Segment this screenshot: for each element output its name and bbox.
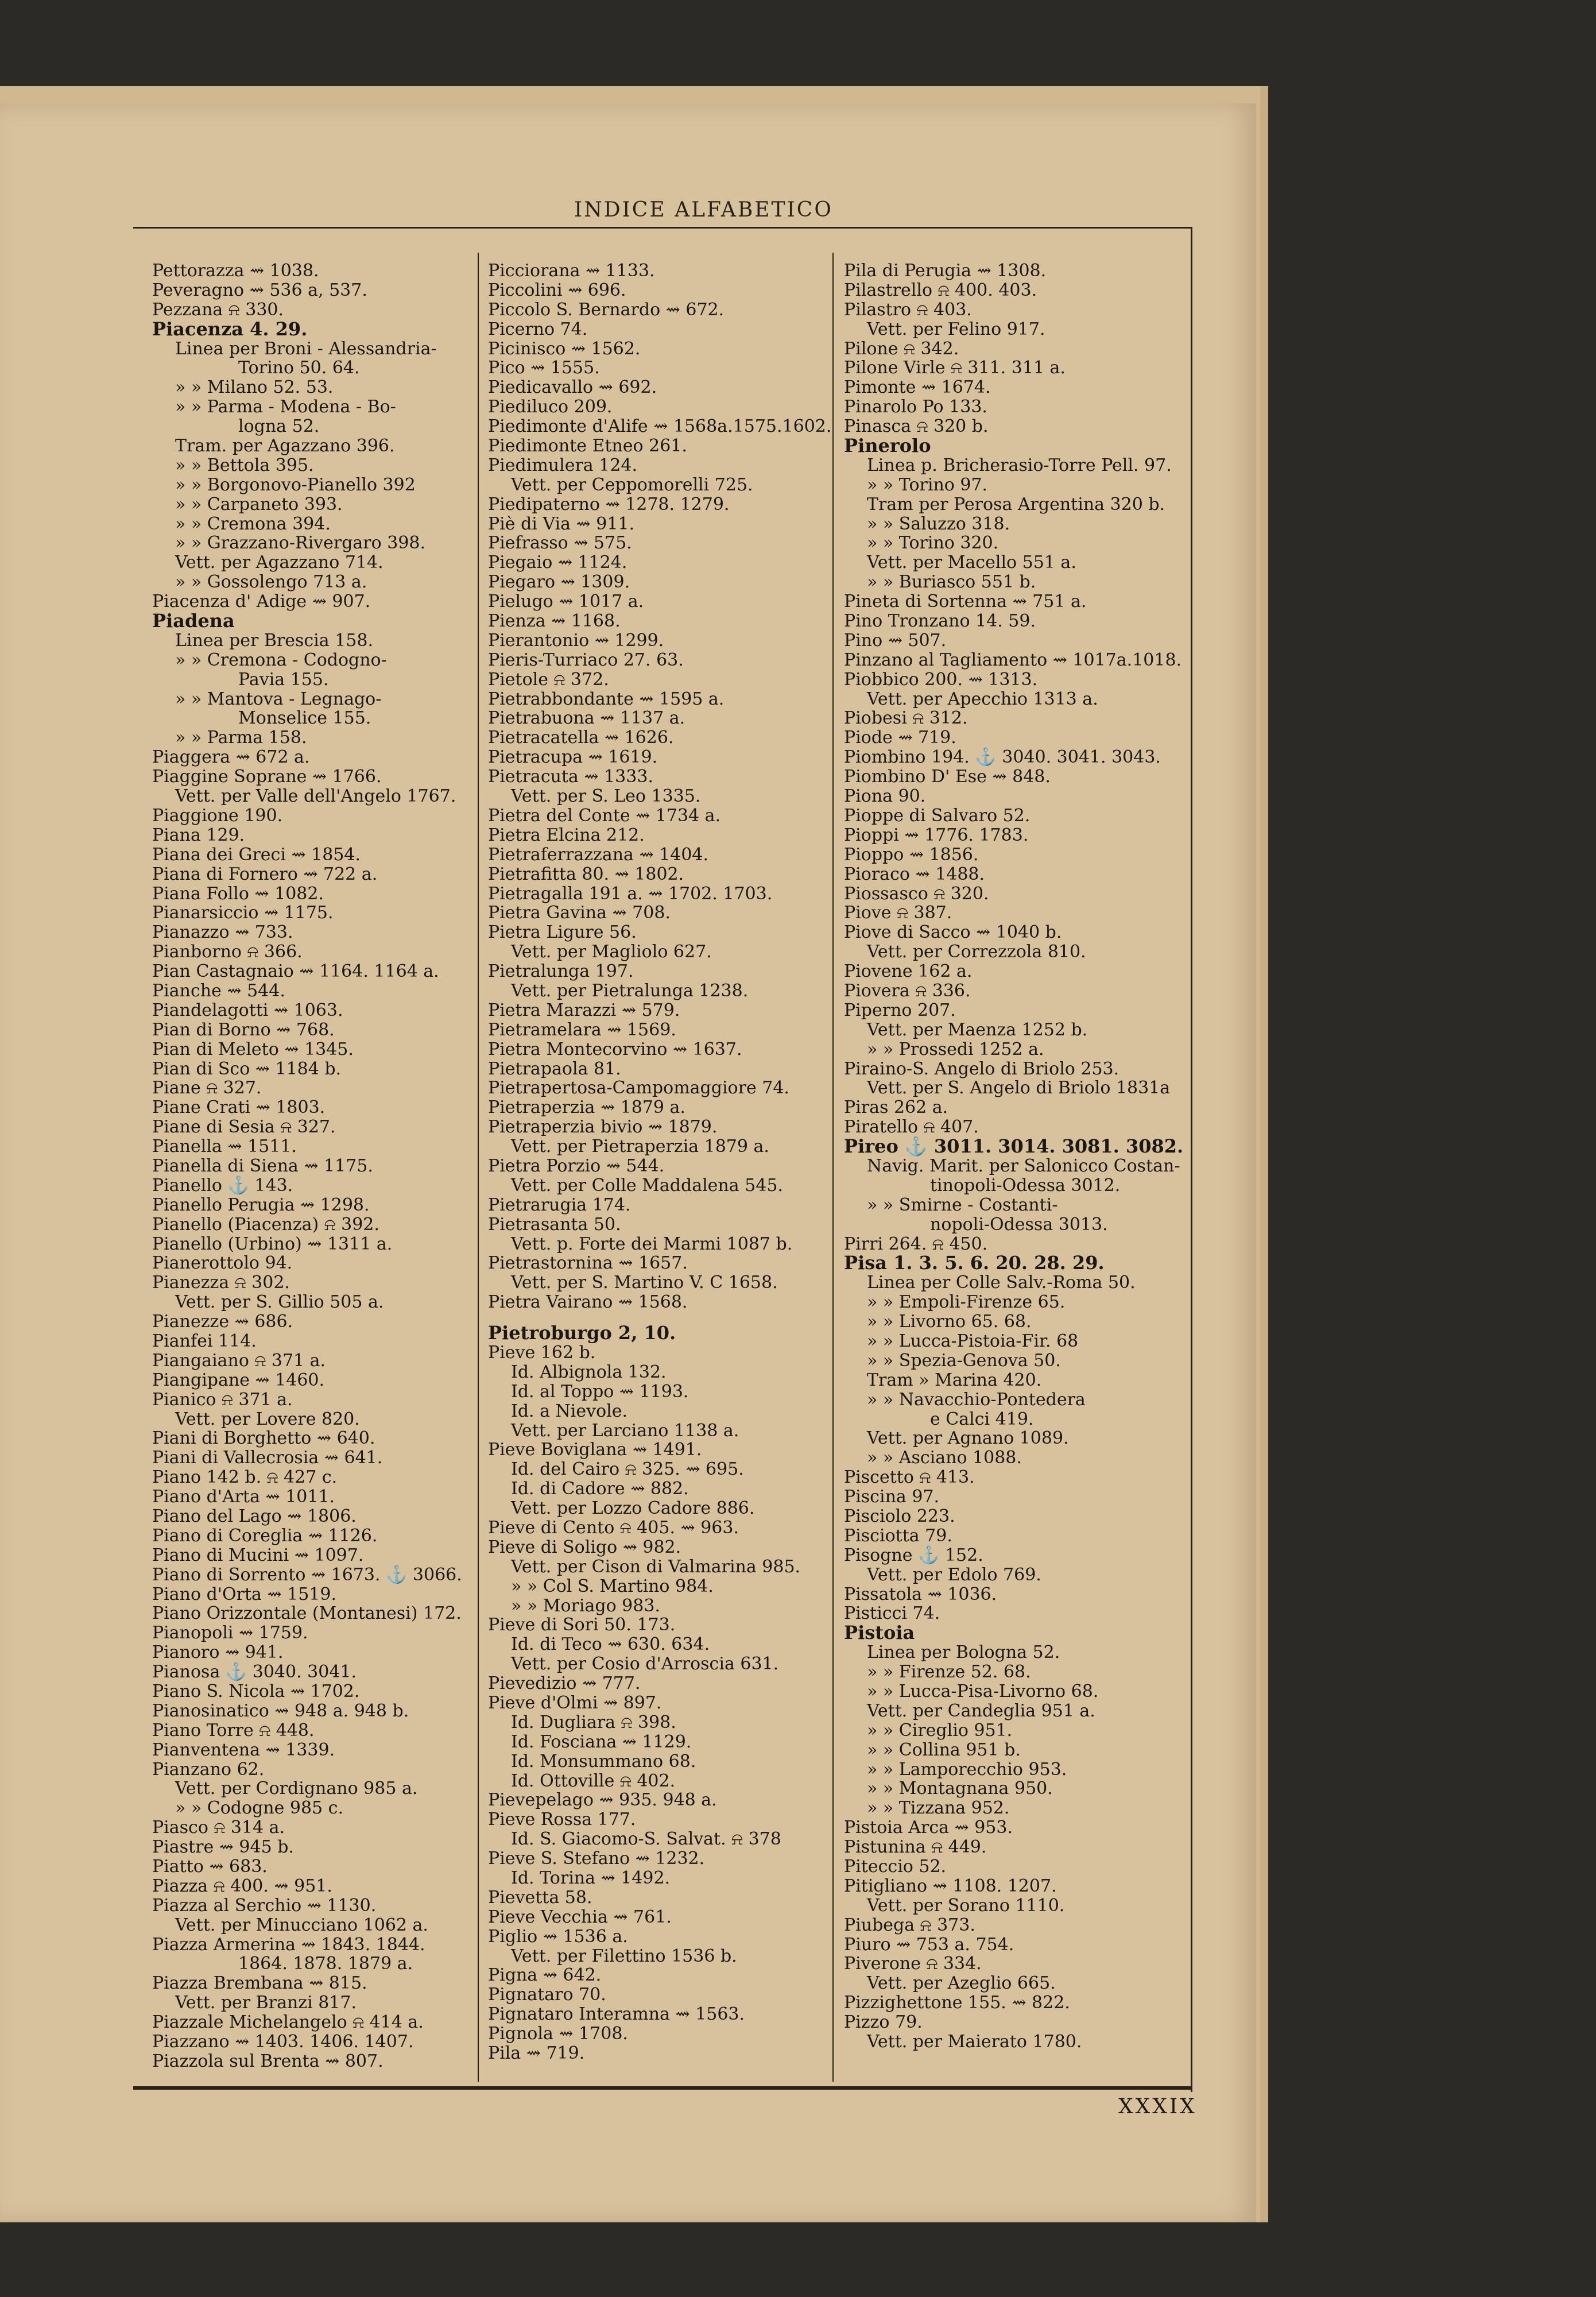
index-entry: Pianello ⚓ 143. bbox=[152, 1175, 293, 1196]
index-entry: Pirri 264. ⍾ 450. bbox=[844, 1233, 988, 1254]
index-entry: Vett. per Pietraperzia 1879 a. bbox=[511, 1136, 769, 1157]
index-entry: Pielugo ⇝ 1017 a. bbox=[488, 591, 644, 612]
index-entry: Pieve Rossa 177. bbox=[488, 1809, 636, 1830]
index-entry: » » Torino 320. bbox=[867, 533, 999, 554]
index-entry: Pietra Marazzi ⇝ 579. bbox=[488, 1000, 680, 1020]
index-entry: Pilastro ⍾ 403. bbox=[844, 299, 972, 320]
index-entry: Piscetto ⍾ 413. bbox=[844, 1467, 975, 1488]
index-entry: » » Parma 158. bbox=[175, 728, 307, 748]
index-entry: Piegaro ⇝ 1309. bbox=[488, 572, 630, 593]
index-entry: » » Cireglio 951. bbox=[867, 1720, 1013, 1741]
index-column-2 bbox=[488, 261, 832, 2063]
index-entry: Pistoia Arca ⇝ 953. bbox=[844, 1818, 1013, 1838]
index-entry: Vett. per Candeglia 951 a. bbox=[867, 1700, 1095, 1721]
index-entry: » » Codogne 985 c. bbox=[175, 1798, 344, 1819]
index-entry: Pettorazza ⇝ 1038. bbox=[152, 261, 319, 281]
index-entry: » » Milano 52. 53. bbox=[175, 377, 334, 398]
index-entry: Piedimulera 124. bbox=[488, 455, 638, 475]
index-entry: » » Parma - Modena - Bo- bbox=[175, 397, 396, 417]
index-entry: Piovene 162 a. bbox=[844, 961, 973, 982]
index-entry: » » Mantova - Legnago- bbox=[175, 689, 382, 709]
index-entry: Piobesi ⍾ 312. bbox=[844, 708, 968, 729]
index-entry: Pietrafitta 80. ⇝ 1802. bbox=[488, 864, 684, 884]
index-entry: Pianello (Piacenza) ⍾ 392. bbox=[152, 1214, 379, 1235]
index-entry: Pistoia bbox=[844, 1622, 915, 1644]
index-entry: Vett. per Correzzola 810. bbox=[867, 942, 1086, 962]
index-entry: Piazza ⍾ 400. ⇝ 951. bbox=[152, 1876, 332, 1896]
index-entry: Piefrasso ⇝ 575. bbox=[488, 533, 632, 554]
index-entry: Piedimonte d'Alife ⇝ 1568a.1575.1602. bbox=[488, 416, 832, 437]
index-entry: Pietole ⍾ 372. bbox=[488, 669, 609, 690]
index-entry: Piediluco 209. bbox=[488, 397, 613, 417]
index-entry: Linea per Brescia 158. bbox=[175, 630, 373, 651]
index-entry: Piccolo S. Bernardo ⇝ 672. bbox=[488, 299, 725, 320]
index-entry: » » Borgonovo-Pianello 392 bbox=[175, 474, 416, 495]
index-entry: Piazzola sul Brenta ⇝ 807. bbox=[152, 2051, 383, 2071]
index-entry: » » Lamporecchio 953. bbox=[867, 1759, 1067, 1780]
index-entry: Pian di Meleto ⇝ 1345. bbox=[152, 1039, 354, 1059]
index-entry: » » Saluzzo 318. bbox=[867, 513, 1010, 534]
index-entry: » » Cremona - Codogno- bbox=[175, 649, 387, 670]
index-entry: Pimonte ⇝ 1674. bbox=[844, 377, 991, 398]
index-entry: Piadena bbox=[152, 610, 235, 632]
index-entry: Piazza Armerina ⇝ 1843. 1844. bbox=[152, 1934, 425, 1955]
index-entry: Piverone ⍾ 334. bbox=[844, 1954, 982, 1974]
index-entry: » » Cremona 394. bbox=[175, 513, 331, 534]
index-entry: Piana di Fornero ⇝ 722 a. bbox=[152, 864, 378, 884]
index-entry: Pianosa ⚓ 3040. 3041. bbox=[152, 1662, 357, 1683]
index-entry: Pietraperzia ⇝ 1879 a. bbox=[488, 1097, 685, 1118]
index-entry: Vett. per S. Gillio 505 a. bbox=[175, 1292, 384, 1313]
index-entry: Pietraferrazzana ⇝ 1404. bbox=[488, 844, 709, 865]
index-entry: Vett. per Pietralunga 1238. bbox=[511, 980, 749, 1001]
index-entry: Pietra Ligure 56. bbox=[488, 922, 637, 943]
index-entry: Pietralunga 197. bbox=[488, 961, 634, 982]
index-entry: Monselice 155. bbox=[238, 708, 371, 729]
index-entry: Pieve Boviglana ⇝ 1491. bbox=[488, 1440, 702, 1460]
index-entry: » » Navacchio-Pontedera bbox=[867, 1389, 1086, 1410]
index-entry: Pievedizio ⇝ 777. bbox=[488, 1673, 641, 1694]
index-entry: Piratello ⍾ 407. bbox=[844, 1117, 979, 1138]
index-entry: Piè di Via ⇝ 911. bbox=[488, 513, 635, 534]
index-entry: Pietrasanta 50. bbox=[488, 1214, 621, 1235]
index-entry: Pinerolo bbox=[844, 435, 931, 457]
index-entry: Pireo ⚓ 3011. 3014. 3081. 3082. bbox=[844, 1135, 1184, 1158]
index-entry: » » Bettola 395. bbox=[175, 455, 314, 475]
index-entry: Pisciotta 79. bbox=[844, 1525, 952, 1546]
index-entry: Pietracatella ⇝ 1626. bbox=[488, 728, 674, 748]
index-entry: Vett. per Felino 917. bbox=[867, 319, 1045, 339]
index-entry: Pietroburgo 2, 10. bbox=[488, 1322, 676, 1344]
index-entry: Vett. per Maierato 1780. bbox=[867, 2032, 1082, 2052]
index-entry: » » Spezia-Genova 50. bbox=[867, 1350, 1061, 1371]
index-entry: Piove di Sacco ⇝ 1040 b. bbox=[844, 922, 1062, 943]
index-entry: Pizzighettone 155. ⇝ 822. bbox=[844, 1993, 1070, 2013]
index-entry: » » Smirne - Costanti- bbox=[867, 1194, 1058, 1215]
index-entry: Piscina 97. bbox=[844, 1487, 940, 1507]
index-entry: Pietrapertosa-Campomaggiore 74. bbox=[488, 1078, 789, 1099]
index-entry: Piedipaterno ⇝ 1278. 1279. bbox=[488, 494, 730, 515]
index-entry: Pineta di Sortenna ⇝ 751 a. bbox=[844, 591, 1087, 612]
index-entry: Pietra Vairano ⇝ 1568. bbox=[488, 1292, 688, 1313]
index-entry: Pian di Borno ⇝ 768. bbox=[152, 1019, 335, 1040]
index-entry: Linea per Colle Salv.-Roma 50. bbox=[867, 1273, 1136, 1293]
index-entry: Pianborno ⍾ 366. bbox=[152, 942, 303, 962]
index-entry: Piaggera ⇝ 672 a. bbox=[152, 747, 310, 768]
index-entry: » » Grazzano-Rivergaro 398. bbox=[175, 533, 426, 554]
index-entry: Piras 262 a. bbox=[844, 1097, 948, 1118]
index-entry: Pietrastornina ⇝ 1657. bbox=[488, 1253, 688, 1274]
index-entry: Pianazzo ⇝ 733. bbox=[152, 922, 293, 943]
index-entry: Vett. per Lovere 820. bbox=[175, 1409, 360, 1429]
index-entry: Pignataro Interamna ⇝ 1563. bbox=[488, 2004, 745, 2025]
index-entry: Pisogne ⚓ 152. bbox=[844, 1545, 983, 1565]
index-entry: Pianella di Siena ⇝ 1175. bbox=[152, 1155, 373, 1176]
index-entry: » » Lucca-Pisa-Livorno 68. bbox=[867, 1681, 1099, 1702]
index-entry: Piombino 194. ⚓ 3040. 3041. 3043. bbox=[844, 747, 1161, 768]
index-entry: Pila ⇝ 719. bbox=[488, 2043, 585, 2064]
index-entry: Piani di Borghetto ⇝ 640. bbox=[152, 1428, 375, 1449]
index-entry: Pianopoli ⇝ 1759. bbox=[152, 1623, 308, 1644]
index-entry: Piombino D' Ese ⇝ 848. bbox=[844, 767, 1051, 787]
index-entry: Vett. per Filettino 1536 b. bbox=[511, 1946, 737, 1966]
index-entry: Vett. per S. Martino V. C 1658. bbox=[511, 1273, 778, 1293]
index-entry: Pievepelago ⇝ 935. 948 a. bbox=[488, 1790, 717, 1811]
index-entry: Piazza Brembana ⇝ 815. bbox=[152, 1973, 367, 1994]
index-entry: » » Prossedi 1252 a. bbox=[867, 1039, 1044, 1059]
index-entry: Piano di Mucini ⇝ 1097. bbox=[152, 1545, 364, 1565]
index-entry: Pierantonio ⇝ 1299. bbox=[488, 630, 664, 651]
index-entry: Id. di Cadore ⇝ 882. bbox=[511, 1479, 689, 1499]
index-entry: Piona 90. bbox=[844, 786, 926, 807]
index-entry: Vett. per Agazzano 714. bbox=[175, 552, 383, 573]
index-entry: Piandelagotti ⇝ 1063. bbox=[152, 1000, 343, 1020]
index-entry: Piglio ⇝ 1536 a. bbox=[488, 1926, 628, 1947]
index-entry: Pinasca ⍾ 320 b. bbox=[844, 416, 989, 437]
index-entry: Pino Tronzano 14. 59. bbox=[844, 611, 1036, 632]
index-entry: Id. Torina ⇝ 1492. bbox=[511, 1868, 671, 1889]
index-entry: Piano Torre ⍾ 448. bbox=[152, 1720, 315, 1741]
index-entry: tinopoli-Odessa 3012. bbox=[930, 1175, 1121, 1196]
index-entry: Pianezza ⍾ 302. bbox=[152, 1273, 290, 1293]
index-entry: Vett. per Colle Maddalena 545. bbox=[511, 1175, 783, 1196]
index-entry: Piana Follo ⇝ 1082. bbox=[152, 883, 324, 904]
index-entry: Vett. per Larciano 1138 a. bbox=[511, 1420, 739, 1441]
index-entry: Pignola ⇝ 1708. bbox=[488, 2024, 628, 2044]
index-entry: Piazzale Michelangelo ⍾ 414 a. bbox=[152, 2012, 424, 2033]
index-entry: Pieve d'Olmi ⇝ 897. bbox=[488, 1693, 662, 1714]
index-entry: Pieve Vecchia ⇝ 761. bbox=[488, 1907, 672, 1927]
index-entry: Piane Crati ⇝ 1803. bbox=[152, 1097, 326, 1118]
index-entry: » » Empoli-Firenze 65. bbox=[867, 1292, 1066, 1313]
index-entry: Piedimonte Etneo 261. bbox=[488, 436, 687, 457]
index-entry: » » Buriasco 551 b. bbox=[867, 572, 1036, 593]
index-entry: Pieris-Turriaco 27. 63. bbox=[488, 649, 684, 670]
index-entry: Vett. per Lozzo Cadore 886. bbox=[511, 1498, 755, 1519]
index-entry: Piana dei Greci ⇝ 1854. bbox=[152, 844, 361, 865]
index-entry: Vett. per Cosio d'Arroscia 631. bbox=[511, 1654, 779, 1675]
index-entry: Vett. per Maenza 1252 b. bbox=[867, 1019, 1088, 1040]
index-entry: Tram per Perosa Argentina 320 b. bbox=[867, 494, 1165, 515]
index-entry: Picerno 74. bbox=[488, 319, 588, 339]
index-entry: Piano Orizzontale (Montanesi) 172. bbox=[152, 1603, 462, 1624]
index-entry: Linea p. Bricherasio-Torre Pell. 97. bbox=[867, 455, 1172, 475]
index-entry: Pisciolo 223. bbox=[844, 1506, 955, 1526]
index-entry: » » Torino 97. bbox=[867, 474, 988, 495]
index-entry: Pianfei 114. bbox=[152, 1331, 257, 1351]
index-entry: Pioppe di Salvaro 52. bbox=[844, 805, 1031, 826]
index-entry: Piana 129. bbox=[152, 825, 245, 845]
index-entry: Vett. per Branzi 817. bbox=[175, 1993, 357, 2013]
index-entry: Pievetta 58. bbox=[488, 1887, 592, 1908]
index-entry: Pietra Gavina ⇝ 708. bbox=[488, 903, 671, 923]
index-entry: Vett. per S. Leo 1335. bbox=[511, 786, 701, 807]
index-entry: Pioraco ⇝ 1488. bbox=[844, 864, 985, 884]
index-entry: Pissatola ⇝ 1036. bbox=[844, 1584, 997, 1604]
index-entry: Id. Dugliara ⍾ 398. bbox=[511, 1712, 676, 1733]
index-entry: Pioppo ⇝ 1856. bbox=[844, 844, 979, 865]
index-entry: Pietrapaola 81. bbox=[488, 1058, 621, 1079]
index-entry: Piraino-S. Angelo di Briolo 253. bbox=[844, 1058, 1119, 1079]
index-entry: Tram. per Agazzano 396. bbox=[175, 436, 395, 457]
index-entry: » » Firenze 52. 68. bbox=[867, 1662, 1031, 1683]
index-entry: » » Moriago 983. bbox=[511, 1595, 660, 1616]
index-entry: » » Collina 951 b. bbox=[867, 1739, 1021, 1760]
index-entry: Piegaio ⇝ 1124. bbox=[488, 552, 627, 573]
index-entry: Pietrabbondante ⇝ 1595 a. bbox=[488, 689, 725, 709]
index-entry: Piane di Sesia ⍾ 327. bbox=[152, 1117, 336, 1138]
index-entry: Pianico ⍾ 371 a. bbox=[152, 1389, 293, 1410]
index-entry: » » Tizzana 952. bbox=[867, 1798, 1010, 1819]
index-entry: Pianella ⇝ 1511. bbox=[152, 1136, 297, 1157]
page-number: XXXIX bbox=[1118, 2095, 1197, 2118]
index-entry: Pinzano al Tagliamento ⇝ 1017a.1018. bbox=[844, 649, 1182, 670]
index-entry: Pianezze ⇝ 686. bbox=[152, 1312, 293, 1332]
index-entry: Pietraperzia bivio ⇝ 1879. bbox=[488, 1117, 718, 1138]
index-entry: Navig. Marit. per Salonicco Costan- bbox=[867, 1155, 1180, 1176]
index-entry: Vett. per Apecchio 1313 a. bbox=[867, 689, 1098, 709]
index-entry: Pignataro 70. bbox=[488, 1985, 606, 2005]
index-entry: Vett. per Cison di Valmarina 985. bbox=[511, 1556, 801, 1577]
index-entry: » » Livorno 65. 68. bbox=[867, 1312, 1032, 1332]
index-entry: Pietramelara ⇝ 1569. bbox=[488, 1019, 676, 1040]
index-entry: Vett. per Azeglio 665. bbox=[867, 1973, 1056, 1994]
index-entry: Id. Fosciana ⇝ 1129. bbox=[511, 1731, 692, 1752]
index-entry: Id. Ottoville ⍾ 402. bbox=[511, 1770, 676, 1791]
index-entry: Piedicavallo ⇝ 692. bbox=[488, 377, 657, 398]
index-entry: Vett. per Agnano 1089. bbox=[867, 1428, 1069, 1449]
index-entry: Piubega ⍾ 373. bbox=[844, 1915, 975, 1935]
index-entry: Piastre ⇝ 945 b. bbox=[152, 1837, 294, 1858]
index-entry: Id. S. Giacomo-S. Salvat. ⍾ 378 bbox=[511, 1829, 781, 1850]
index-entry: Pilastrello ⍾ 400. 403. bbox=[844, 280, 1037, 300]
index-entry: Linea per Bologna 52. bbox=[867, 1642, 1060, 1663]
index-entry: Id. Monsummano 68. bbox=[511, 1751, 696, 1772]
index-entry: Linea per Broni - Alessandria- bbox=[175, 338, 437, 359]
page-header: INDICE ALFABETICO bbox=[574, 198, 833, 222]
index-entry: Pianventena ⇝ 1339. bbox=[152, 1739, 335, 1760]
index-entry: Pioppi ⇝ 1776. 1783. bbox=[844, 825, 1029, 845]
index-entry: Piacenza d' Adige ⇝ 907. bbox=[152, 591, 371, 612]
index-entry: Piano del Lago ⇝ 1806. bbox=[152, 1506, 357, 1526]
index-entry: Piaggine Soprane ⇝ 1766. bbox=[152, 767, 382, 787]
index-entry: Piano 142 b. ⍾ 427 c. bbox=[152, 1467, 338, 1488]
index-entry: Vett. per Edolo 769. bbox=[867, 1564, 1041, 1585]
index-entry: Pilone ⍾ 342. bbox=[844, 338, 959, 359]
index-column-3 bbox=[844, 261, 1188, 2052]
index-entry: Id. di Teco ⇝ 630. 634. bbox=[511, 1634, 710, 1655]
index-entry: » » Gossolengo 713 a. bbox=[175, 572, 367, 593]
index-entry: Pian Castagnaio ⇝ 1164. 1164 a. bbox=[152, 961, 439, 982]
index-entry: Piacenza 4. 29. bbox=[152, 318, 308, 340]
index-entry: Pizzo 79. bbox=[844, 2012, 923, 2033]
index-entry: Pietrabuona ⇝ 1137 a. bbox=[488, 708, 685, 729]
index-entry: Piuro ⇝ 753 a. 754. bbox=[844, 1934, 1014, 1955]
index-entry: Piossasco ⍾ 320. bbox=[844, 883, 989, 904]
index-entry: Pino ⇝ 507. bbox=[844, 630, 947, 651]
index-entry: 1864. 1878. 1879 a. bbox=[238, 1954, 413, 1974]
index-entry: Vett. per Ceppomorelli 725. bbox=[511, 474, 753, 495]
frame-bottom-rule bbox=[133, 2086, 1191, 2090]
index-entry: Pietra Elcina 212. bbox=[488, 825, 645, 845]
index-entry: Picciorana ⇝ 1133. bbox=[488, 261, 655, 281]
index-entry: Pianello (Urbino) ⇝ 1311 a. bbox=[152, 1233, 393, 1254]
index-entry: Pianerottolo 94. bbox=[152, 1253, 293, 1274]
index-entry: Pitigliano ⇝ 1108. 1207. bbox=[844, 1876, 1057, 1896]
index-entry: Pian di Sco ⇝ 1184 b. bbox=[152, 1058, 342, 1079]
index-entry: Piatto ⇝ 683. bbox=[152, 1857, 268, 1877]
index-entry: Vett. per Minucciano 1062 a. bbox=[175, 1915, 428, 1935]
index-entry: Vett. p. Forte dei Marmi 1087 b. bbox=[511, 1233, 793, 1254]
index-entry: Pianosinatico ⇝ 948 a. 948 b. bbox=[152, 1700, 409, 1721]
index-entry: e Calci 419. bbox=[930, 1409, 1034, 1429]
index-entry: Pietra del Conte ⇝ 1734 a. bbox=[488, 805, 721, 826]
index-entry: Pienza ⇝ 1168. bbox=[488, 611, 621, 632]
index-entry: » » Asciano 1088. bbox=[867, 1448, 1022, 1468]
index-entry: Piano di Sorrento ⇝ 1673. ⚓ 3066. bbox=[152, 1564, 462, 1585]
index-entry: Piteccio 52. bbox=[844, 1857, 947, 1877]
index-entry: Piaggione 190. bbox=[152, 805, 283, 826]
index-entry: Vett. per Magliolo 627. bbox=[511, 942, 712, 962]
index-entry: nopoli-Odessa 3013. bbox=[930, 1214, 1108, 1235]
index-entry: logna 52. bbox=[238, 416, 320, 437]
column-rule-2 bbox=[832, 253, 834, 2082]
index-entry: Pieve di Sori 50. 173. bbox=[488, 1615, 676, 1635]
index-entry: Pisa 1. 3. 5. 6. 20. 28. 29. bbox=[844, 1252, 1105, 1274]
index-entry: » » Montagnana 950. bbox=[867, 1778, 1053, 1799]
index-entry: Vett. per Valle dell'Angelo 1767. bbox=[175, 786, 456, 807]
index-entry: Id. a Nievole. bbox=[511, 1401, 628, 1421]
index-entry: » » Lucca-Pistoia-Fir. 68 bbox=[867, 1331, 1079, 1351]
index-entry: Piangaiano ⍾ 371 a. bbox=[152, 1350, 326, 1371]
index-entry: Pietra Porzio ⇝ 544. bbox=[488, 1155, 665, 1176]
index-entry: Piane ⍾ 327. bbox=[152, 1078, 262, 1099]
index-entry: Piano di Coreglia ⇝ 1126. bbox=[152, 1525, 378, 1546]
index-entry: Pieve di Soligo ⇝ 982. bbox=[488, 1537, 681, 1557]
index-entry: Piasco ⍾ 314 a. bbox=[152, 1818, 285, 1838]
index-entry: Pico ⇝ 1555. bbox=[488, 358, 600, 378]
index-entry: Id. del Cairo ⍾ 325. ⇝ 695. bbox=[511, 1459, 744, 1480]
index-entry: Vett. per Sorano 1110. bbox=[867, 1895, 1065, 1916]
index-entry: Vett. per S. Angelo di Briolo 1831a bbox=[867, 1078, 1171, 1099]
index-entry: Piangipane ⇝ 1460. bbox=[152, 1370, 325, 1390]
index-entry: Piani di Vallecrosia ⇝ 641. bbox=[152, 1448, 383, 1468]
index-entry: Pianche ⇝ 544. bbox=[152, 980, 285, 1001]
index-entry: Piode ⇝ 719. bbox=[844, 728, 956, 748]
index-entry: Piobbico 200. ⇝ 1313. bbox=[844, 669, 1038, 690]
index-entry: Pisticci 74. bbox=[844, 1603, 940, 1624]
index-entry: Piccolini ⇝ 696. bbox=[488, 280, 626, 300]
index-entry: Pietra Montecorvino ⇝ 1637. bbox=[488, 1039, 742, 1059]
index-entry: Vett. per Cordignano 985 a. bbox=[175, 1778, 418, 1799]
index-entry: Pieve 162 b. bbox=[488, 1342, 596, 1363]
index-entry: Pieve S. Stefano ⇝ 1232. bbox=[488, 1849, 705, 1869]
index-entry: Piano d'Orta ⇝ 1519. bbox=[152, 1584, 337, 1604]
index-entry: Pianarsiccio ⇝ 1175. bbox=[152, 903, 334, 923]
index-entry: Tram » Marina 420. bbox=[867, 1370, 1042, 1390]
index-entry: Piano d'Arta ⇝ 1011. bbox=[152, 1487, 335, 1507]
index-column-1 bbox=[152, 261, 497, 2071]
index-entry: Vett. per Macello 551 a. bbox=[867, 552, 1076, 573]
index-entry: Pietracupa ⇝ 1619. bbox=[488, 747, 658, 768]
index-entry: Pila di Perugia ⇝ 1308. bbox=[844, 261, 1047, 281]
index-entry: Piazzano ⇝ 1403. 1406. 1407. bbox=[152, 2032, 414, 2052]
index-entry: Pietracuta ⇝ 1333. bbox=[488, 767, 653, 787]
index-entry: Peveragno ⇝ 536 a, 537. bbox=[152, 280, 367, 300]
index-entry: Pianzano 62. bbox=[152, 1759, 265, 1780]
index-entry: Pilone Virle ⍾ 311. 311 a. bbox=[844, 358, 1066, 378]
index-entry: Pezzana ⍾ 330. bbox=[152, 299, 284, 320]
index-entry: Pieve di Cento ⍾ 405. ⇝ 963. bbox=[488, 1518, 739, 1538]
index-entry: Pianello Perugia ⇝ 1298. bbox=[152, 1194, 370, 1215]
index-entry: Piazza al Serchio ⇝ 1130. bbox=[152, 1895, 377, 1916]
index-entry: Pigna ⇝ 642. bbox=[488, 1965, 602, 1986]
index-entry: Picinisco ⇝ 1562. bbox=[488, 338, 641, 359]
index-entry: Piperno 207. bbox=[844, 1000, 956, 1020]
index-entry: Id. al Toppo ⇝ 1193. bbox=[511, 1381, 689, 1402]
index-entry: Id. Albignola 132. bbox=[511, 1362, 667, 1382]
index-entry: Pavia 155. bbox=[238, 669, 329, 690]
index-entry: » » Carpaneto 393. bbox=[175, 494, 343, 515]
index-entry: Pinarolo Po 133. bbox=[844, 397, 987, 417]
index-entry: Pietragalla 191 a. ⇝ 1702. 1703. bbox=[488, 883, 773, 904]
index-entry: Piano S. Nicola ⇝ 1702. bbox=[152, 1681, 360, 1702]
index-entry: Pietrarugia 174. bbox=[488, 1194, 631, 1215]
index-entry: Piove ⍾ 387. bbox=[844, 903, 952, 923]
index-entry: Torino 50. 64. bbox=[238, 358, 360, 378]
index-entry: » » Col S. Martino 984. bbox=[511, 1576, 714, 1596]
index-entry: Pistunina ⍾ 449. bbox=[844, 1837, 987, 1858]
index-entry: Pianoro ⇝ 941. bbox=[152, 1642, 284, 1663]
index-entry: Piovera ⍾ 336. bbox=[844, 980, 971, 1001]
